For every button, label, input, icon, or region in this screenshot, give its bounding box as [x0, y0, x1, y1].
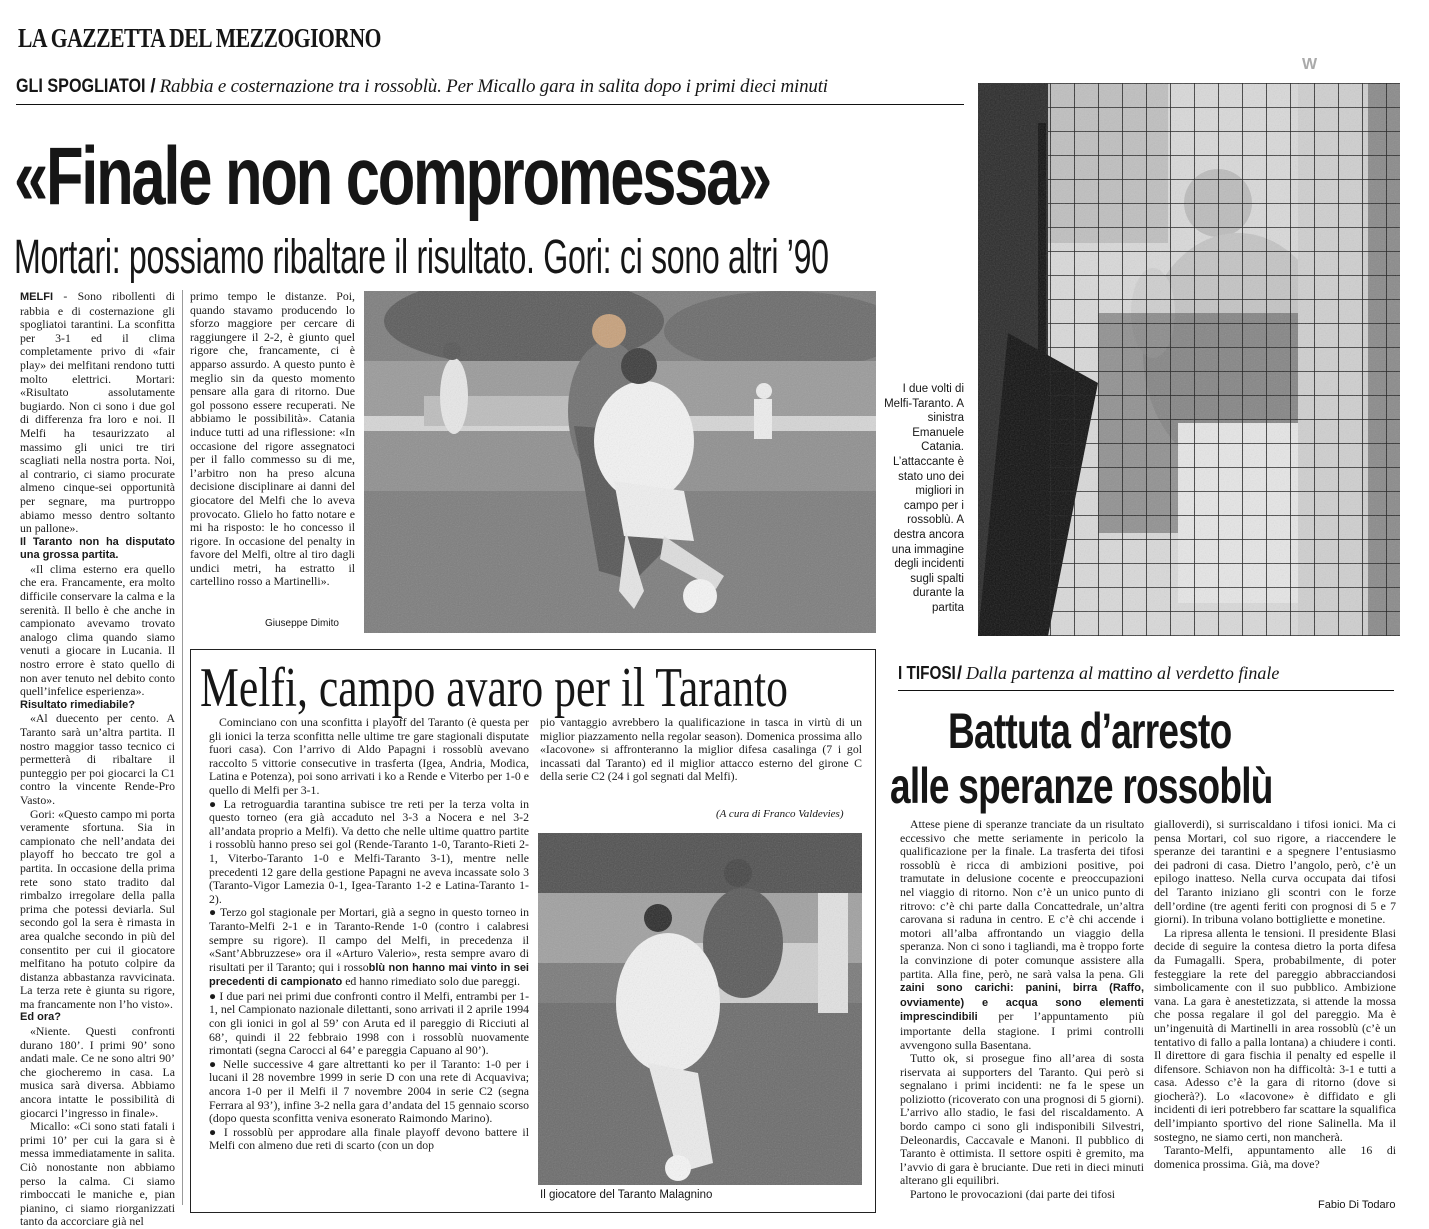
- story2-headline: Melfi, campo avaro per il Taranto: [200, 657, 789, 719]
- bullet: ●: [209, 1124, 219, 1139]
- bullet: ●: [209, 905, 217, 920]
- story1-headline: «Finale non compromessa»: [14, 131, 771, 222]
- bullet: ●: [209, 796, 219, 811]
- photo-malagnino: [538, 833, 862, 1185]
- photo-fans-fence: [978, 83, 1400, 636]
- story1-kicker-label: GLI SPOGLIATOI: [16, 76, 146, 97]
- story2-col2: pio vantaggio avrebbero la qualificazione in tasca in virtù di un miglior piazzamento nella regolar season). Domenica prossima allo «Iacovone» si affronteranno la miglior difesa casalinga (7 i gol incassati dal Taranto) ed il miglior attacco esterno del girone C della serie C2 (24 i gol segnati dal Melfi).: [540, 715, 862, 784]
- story2-col1: Cominciano con una sconfitta i playoff del Taranto (è questa per gli ionici la terza sconfitta nelle ultime tre gare stagionali disputate fuori casa). Con l’arrivo di Aldo Papagni i rossoblù avevano raccolto 5 vittorie consecutive in trasferta (Igea, Andria, Modica, Latina e Potenza), poi sono arrivati i ko a Rende e Viterbo per 1-0 e quello di Melfi per 3-1. ● La retroguardia tarantina subisce tre reti per la terza volta in questo torneo (era già accaduto nel 3-3 a Nocera e nel 3-2 all’andata proprio a Melfi). Va detto che nelle ultime quattro partite i rossoblù hanno preso sei gol (Rende-Taranto 1-0, Taranto-Rieti 2-1, Viterbo-Taranto 1-0 e Melfi-Taranto 3-1), mentre nelle precedenti 12 gare della gestione Papagni ne aveva incassate solo 3 (Taranto-Vigor Lamezia 0-1, Igea-Taranto 1-2 e Latina-Taranto 1-2). ● Terzo gol stagionale per Mortari, già a segno in questo torneo in Taranto-Melfi 2-1 e in Taranto-Rende 1-0 (contro i calabresi sempre su rigore). Il campo del Melfi, in precedenza il «Sant’Abbruzzese» ora il «Arturo Valerio», resta sempre avaro di risultati per il Taranto; qui i rossoblù non hanno mai vinto in sei precedenti di campionato ed hanno rimediato solo due pareggi. ● I due pari nei primi due confronti contro il Melfi, entrambi per 1-1, nel Campionato nazionale dilettanti, sono arrivati il 2 aprile 1994 con gli ionici in gol al 59’ con Aruta ed il pareggio di Ricciuti al 68’, quindi il 22 febbraio 1998 con i rossoblù nuovamente rimontati (segna Carocci al 64’ e pareggia Capuano al 90’). ● Nelle successive 4 gare altrettanti ko per il Taranto: 1-0 per i lucani il 28 novembre 1999 in serie D con una rete di Acquaviva; ancora 1-0 per il Melfi il 7 novembre 2004 in serie C2 (segna Ferrara al 93’), infine 3-2 nella gara d’andata del 15 gennaio scorso (dopo questa sconfitta veniva esonerato Raimondo Marino). ● I rossoblù per approdare alla finale playoff devono battere il Melfi con almeno due reti di scarto (con un dop: [209, 715, 529, 1153]
- story3-headline-line1: Battuta d’arresto: [948, 703, 1232, 759]
- byline: Fabio Di Todaro: [1318, 1199, 1396, 1211]
- photo1-credit: Giuseppe Dimito: [265, 618, 339, 629]
- question: Ed ora?: [20, 1011, 61, 1024]
- question: Risultato rimediabile?: [20, 698, 135, 711]
- story3-kicker-label: I TIFOSI: [898, 663, 956, 683]
- story1-kicker: [16, 76, 828, 98]
- masthead: LA GAZZETTA DEL MEZZOGIORNO: [18, 23, 381, 53]
- photos-caption: I due volti di Melfi-Taranto. A sinistra Emanuele Catania. L’attaccante è stato uno dei migliori in campo per i rossoblù. A destra ancora una immagine degli incidenti sugli spalti durante la partita: [884, 383, 964, 614]
- bullet: ●: [209, 988, 217, 1003]
- story1-kicker-sep: /: [150, 76, 156, 97]
- story1-subhead: Mortari: possiamo ribaltare il risultato. Gori: ci sono altri ’90: [14, 231, 829, 284]
- story1-kicker-text: Rabbia e costernazione tra i rossoblù. Per Micallo gara in salita dopo i primi dieci minuti: [159, 76, 828, 97]
- question: Il Taranto non ha disputato una grossa partita.: [20, 535, 175, 562]
- page-mark: W: [1302, 56, 1318, 73]
- story1-col1: MELFI - Sono ribollenti di rabbia e di costernazione gli spogliatoi tarantini. La sconfitta per 3-1 ed il clima completamente privo di «fair play» dei melfitani rendono tutti molto elettrici. Mortari: «Risultato assolutamente bugiardo. Non ci sono i due gol di differenza fra loro e noi. Il Melfi ha tesaurizzato al massimo gli unici tre tiri scagliati nella nostra porta. Noi, al contrario, ci siamo procurate almeno cinque-sei opportunità per segnare, ma purtroppo abiamo messo dentro soltanto un pallone». Il Taranto non ha disputato una grossa partita. «Il clima esterno era quello che era. Francamente, era molto difficile conservare la calma e la serenità. Il bello è che anche in campionato avevamo trovato analogo clima quando siamo venuti a giocare in Lucania. Il nostro errore è stato quello di non aver tenuto nel debito conto quell’infelice esperienza». Risultato rimediabile? «Al duecento per cento. A Taranto sarà un’altra partita. Il nostro maggior tasso tecnico ci permetterà di ribaltare il punteggio per poi giocarci la C1 contro la vincente Rende-Pro Vasto». Gori: «Questo campo mi porta veramente sfortuna. Sia in campionato che nell’andata dei playoff ho beccato tre gol a partita. In occasione della prima rete sono stato tradito dal rimbalzo irregolare della palla prima che potessi deviarla. Sul secondo gol la sera è rimasta in area qualche secondo in più del consentito per cui il giocatore melfitano ha potuto colpire da distanza abbastanza ravvicinata. La terza rete è giunta su rigore, ma francamente non l’ho visto». Ed ora? «Niente. Questi confronti durano 180’. I primi 90’ sono andati male. Ce ne sono altri 90’ che giocheremo in casa. La musica sarà diversa. Abbiamo ancora intatte le possibilità di giocarci l’ingresso in finale». Micallo: «Ci sono stati fatali i primi 10’ per cui la gara si è messa immediatamente in salita. Ciò nonostante non abbiamo perso la calma. Ci siamo rimboccati le maniche e, pian pianino, ci siamo riorganizzati tanto da accorciare già nel: [20, 289, 175, 1229]
- dateline: MELFI: [20, 291, 53, 303]
- story3-kicker-text: Dalla partenza al mattino al verdetto finale: [966, 663, 1280, 683]
- story3-kicker: [898, 663, 1279, 684]
- photo-catania: [364, 291, 876, 633]
- story3-col1: Attese piene di speranze tranciate da un risultato eccessivo che mette seriamente in pericolo la qualificazione per la finale. La trasferta dei tifosi rossoblù è ricca di ambizioni positive, poi tramutate in delusione cocente e preoccupazioni nel viaggio di ritorno. Non c’è un unico punto di ritrovo: c’è chi parte dalla Concattedrale, un’altra carovana si raduna in centro. E c’è chi accende i motori all’alba affrontando un viaggio della speranza. Non ci sono i tagliandi, ma è troppo forte la convinzione di poter comunque assistere alla partita. Alla fine, però, ne sarà valsa la pena. Gli zaini sono carichi: panini, birra (Raffo, ovviamente) e acqua sono elementi imprescindibili per l’appuntamento più importante della stagione. I primi controlli avvengono sulla Basentana. Tutto ok, si prosegue fino all’area di sosta riservata ai supporters del Taranto. Qui però si segnalano i primi incidenti: ne fa le spese un poliziotto (ricoverato con una prognosi di 5 giorni). L’arrivo allo stadio, le fasi del riscaldamento. A bordo campo ci sono gli indisponibili Silvestri, Deleonardis, Caccavale e Manoni. Il pubblico di Taranto è ottimista. Il settore ospiti è gremito, ma l’avvio di gara è bruciante. Due reti in dieci minuti alterano gli equilibri. Partono le provocazioni (dai parte dei tifosi: [900, 817, 1144, 1202]
- photo3-caption: Il giocatore del Taranto Malagnino: [540, 1189, 713, 1201]
- story3-kicker-sep: /: [957, 663, 963, 683]
- kicker-rule: [898, 690, 1394, 691]
- story3-headline-line2: alle speranze rossoblù: [890, 758, 1273, 814]
- story3-col2: gialloverdi), si surriscaldano i tifosi ionici. Ma ci pensa Mortari, col suo rigore, a riaccendere le speranze dei tarantini e a spegnere l’entusiasmo dei padroni di casa. Dietro l’angolo, però, c’è un epilogo inatteso. Nella curva occupata dai tifosi del Taranto iniziano gli scontri con le forze dell’ordine (tre agenti feriti con prognosi di 5 e 7 giorni). In tribuna volano bottigliette e monetine. La ripresa allenta le tensioni. Il presidente Blasi decide di seguire la contesa dietro la porta difesa da Fumagalli. Spera, probabilmente, di poter festeggiare la rete del pareggio abbracciandosi simbolicamente con il suo pubblico. Ambizione vana. La gara è anestetizzata, si attende la mossa che possa regalare il gol del pareggio. Ma è un’ingenuità di Martinelli in area rossoblù (c’è un tentativo di fallo a palla lontana) a chiudere i conti. Il direttore di gara fischia il penalty ed espelle il difensore. Schiavon non ha difficoltà: 3-1 e tutti a casa. Adesso c’è la gara di ritorno (dove si giocherà?). Lo «Iacovone» è diffidato e gli incidenti di ieri potrebbero far scattare la squalifica dell’impianto sportivo del rione Salinella. Ma il sostegno, ne siamo certi, non mancherà. Taranto-Melfi, appuntamento alle 16 di domenica prossima. Già, ma dove?: [1154, 817, 1396, 1171]
- bullet: ●: [209, 1056, 218, 1071]
- story1-col2: primo tempo le distanze. Poi, quando stavamo producendo lo sforzo maggiore per cercare di raggiungere il 2-2, è giunto quel rigore che, francamente, ci è apparso assurdo. A questo punto è meglio sin da questo momento pensare alla gara di ritorno. Due gol possono essere recuperati. Ne abbiamo le possibilità». Catania induce tutti ad una riflessione: «In occasione del rigore assegnatoci per il fallo commesso su di me, l’arbitro non ha preso alcuna decisione disciplinare ai danni del giocatore del Melfi che lo aveva provocato. Glielo ho fatto notare e mi ha risposto: le ho concesso il rigore. In occasione del penalty in favore del Melfi, oltre al tiro dagli undici metri, ha estratto il cartellino rosso a Martinelli».: [190, 289, 355, 589]
- kicker-rule: [16, 104, 964, 105]
- story2-credit: (A cura di Franco Valdevies): [716, 808, 844, 820]
